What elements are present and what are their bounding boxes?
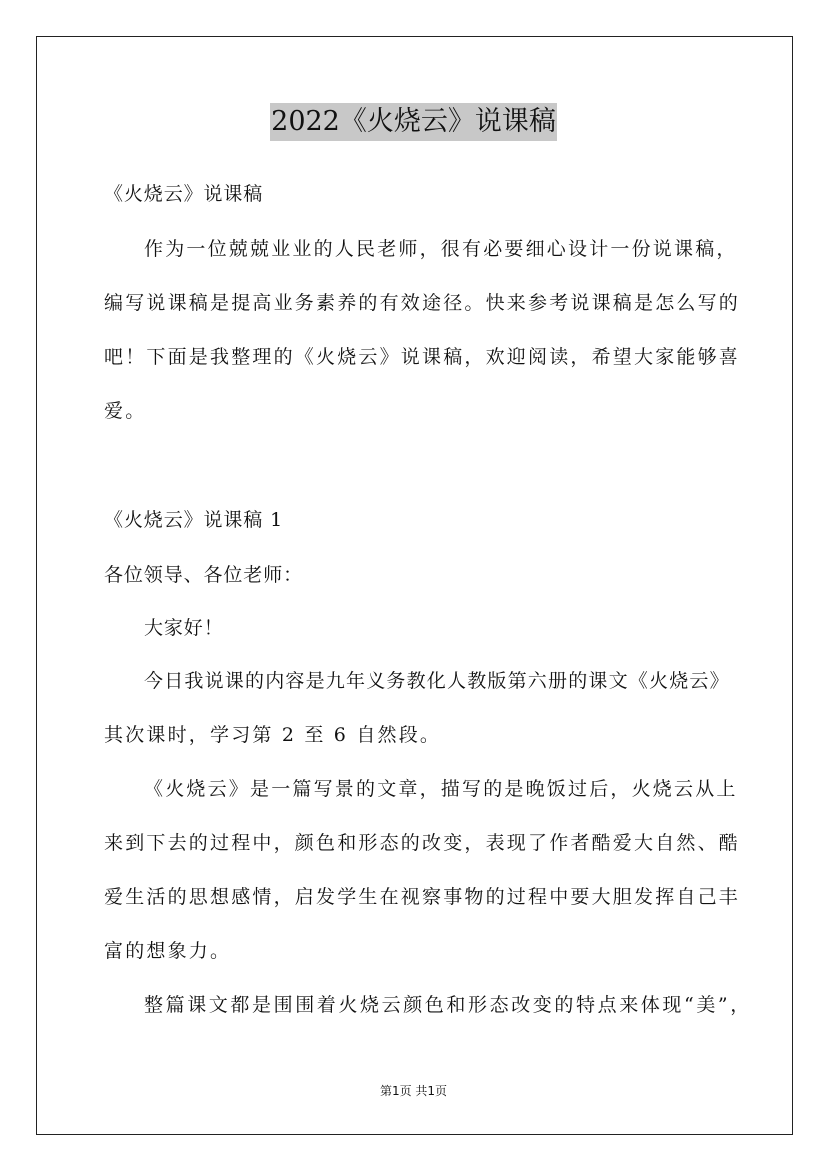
page-footer: 第1页 共1页 [379, 1084, 448, 1098]
document-title: 2022《火烧云》说课稿 [270, 103, 557, 141]
paragraph-line: 来到下去的过程中，颜色和形态的改变，表现了作者酷爱大自然、酷 [104, 832, 741, 854]
paragraph-line: 爱生活的思想感情，启发学生在视察事物的过程中要大胆发挥自己丰 [104, 886, 741, 908]
intro-line: 作为一位兢兢业业的人民老师，很有必要细心设计一份说课稿， [144, 238, 738, 260]
title-container [0, 103, 827, 141]
intro-heading: 《火烧云》说课稿 [104, 183, 264, 205]
paragraph-line: 其次课时，学习第 2 至 6 自然段。 [104, 724, 442, 746]
hello-line: 大家好！ [144, 617, 224, 639]
paragraph-line: 富的想象力。 [104, 940, 232, 962]
intro-line: 吧！下面是我整理的《火烧云》说课稿，欢迎阅读，希望大家能够喜 [104, 346, 741, 368]
paragraph-line: 今日我说课的内容是九年义务教化人教版第六册的课文《火烧云》 [144, 670, 730, 692]
section-heading: 《火烧云》说课稿 1 [104, 509, 284, 531]
intro-line: 编写说课稿是提高业务素养的有效途径。快来参考说课稿是怎么写的 [104, 292, 741, 314]
paragraph-line: 《火烧云》是一篇写景的文章，描写的是晚饭过后，火烧云从上 [144, 778, 738, 800]
paragraph-line: 整篇课文都是围围着火烧云颜色和形态改变的特点来体现“美”， [144, 994, 752, 1016]
greeting: 各位领导、各位老师： [104, 564, 304, 586]
intro-line: 爱。 [104, 400, 147, 422]
